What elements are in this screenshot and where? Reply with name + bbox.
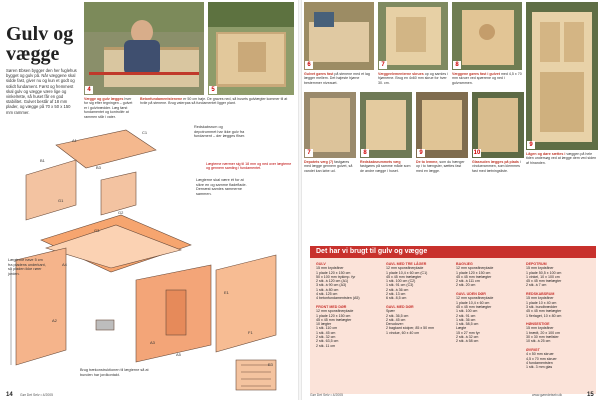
materials-line: 45 x 45 mm trælægter xyxy=(526,309,562,314)
materials-line: 4 stk. 125 cm xyxy=(316,292,338,297)
materials-line: 15 mm krydsfiner xyxy=(526,296,554,301)
photo-7: 7 xyxy=(378,2,448,70)
photo-5 xyxy=(208,2,294,95)
photo-6: 6 xyxy=(304,2,374,70)
materials-line: 10 stk. à 25 cm xyxy=(526,339,551,344)
materials-column-4 xyxy=(526,262,590,369)
materials-column-2 xyxy=(386,262,450,335)
photo-7-caption: Væggeelementerne skrues op og samles i hjørnerne. Brug en 4x60 mm skrue for hver 30. cm. xyxy=(378,72,448,85)
dim-label: C1 xyxy=(142,130,148,135)
materials-line: 4,5 x 70 mm skruer xyxy=(526,356,557,361)
materials-line: 1 plade 120 x 150 cm xyxy=(316,270,351,275)
materials-line: 6 stk. 8,5 cm xyxy=(386,296,407,301)
callout-clearance: Lægterne have 5 cm fra pladens underkant, så pladen ikke rører jorden. xyxy=(8,258,46,276)
materials-line: 45 x 45 mm trælægter xyxy=(526,279,562,284)
foundation-stone xyxy=(96,320,114,330)
photo-8-image xyxy=(452,2,522,70)
materials-line: 12 mm sponsfinerplade xyxy=(316,309,354,314)
materials-line: 2 stk. 11 cm xyxy=(316,343,336,348)
materials-line: 1 plade 120 x 150 cm xyxy=(316,313,351,318)
photo-10-caption: Glasruden lægges på plads i vinduerammen, som klemmes fast med tætningsliste. xyxy=(472,160,521,173)
photo-4-image xyxy=(84,2,204,95)
materials-line: GAVL UDEN DØR xyxy=(456,292,486,297)
materials-line: 1 stk. 110 cm xyxy=(316,326,338,331)
page-number: 14 xyxy=(6,392,13,398)
materials-heading: GAVL MED TRE LÅGER xyxy=(386,262,427,266)
photo-5-caption: Betonfundamentstenene er 50 cm høje. De graves ned, så husets gulvlægter kommer til at hvile på stenene. Brug vaterpas så fundamentet ligger plant. xyxy=(140,97,288,106)
materials-line: 4 x 50 mm skruer xyxy=(526,352,554,357)
dim-label: A3 xyxy=(150,340,155,345)
materials-box xyxy=(310,246,596,394)
materials-line: 1 vindue, 60 x 40 cm xyxy=(386,330,420,335)
materials-line: 2 bagkant stolper, 85 x 50 mm xyxy=(386,326,435,331)
materials-line: 1 flerlaget, 10 x 80 cm xyxy=(526,313,562,318)
materials-line: ØVRIGT xyxy=(526,347,540,352)
callout-red-note: Lægterne nærmer sig til 18 mm og ned over lægterne og gennem samling i fundamentet. xyxy=(206,162,292,171)
materials-line: 1 stk. 45 cm xyxy=(316,330,336,335)
dim-label: A1 xyxy=(72,138,77,143)
materials-line: 1 stk. 91 cm (C3) xyxy=(386,283,414,288)
materials-line: 15 mm krydsfiner xyxy=(316,266,344,271)
footer: Gør Det Selv • 4/2005 xyxy=(20,393,54,397)
photo-8-caption: Væggene gøres fast i gulvet med 4,5 x 70 mm skruer ved spærene og ned i gulvrammen. xyxy=(452,72,522,85)
materials-column-3 xyxy=(456,262,520,344)
materials-line: 2 stk. 32 cm xyxy=(316,335,336,340)
materials-line: 12 mm sponsfinerplade xyxy=(386,266,424,271)
materials-line: 1 stk. 100 cm (C2) xyxy=(386,279,416,284)
materials-line: Derudover: xyxy=(386,322,404,327)
photo-4-caption: Vægge og gulv lægges hver for sig efter tegningen – gulvet er i gulvbrædder. Læg først fundamentet og kontrollér at rammen står i vater. xyxy=(84,97,133,119)
left-page xyxy=(0,0,298,400)
materials-line: 2 stk. 36,5 cm xyxy=(386,313,409,318)
callout-storage-floor: Redskabsrum og depotrummet har ikke gulv fra fundament – der lægges fliser. xyxy=(194,125,246,139)
footer-right: www.gøredetselv.dk xyxy=(532,393,563,397)
materials-line: 45 x 45 mm trælægter xyxy=(316,317,352,322)
materials-line: 1 stk. à 80 cm xyxy=(316,287,339,292)
materials-line: 2 stk. à 7 cm xyxy=(526,283,547,288)
callout-laths: Lægterne skal være ét for at sikre en og samme fladeflade. Dernæst samles rammerne sammen. xyxy=(196,178,247,196)
materials-column-1 xyxy=(316,262,380,348)
materials-line: 3 stk. bundbrædder xyxy=(526,304,558,309)
callout-ground: Brug trækonstruktionen til lægterne så at bunden har jordkontakt. xyxy=(80,368,149,377)
materials-line: 12 mm sponsfinerplade xyxy=(456,266,494,271)
materials-line: 1 plade 50,5 x 100 cm xyxy=(526,270,562,275)
dim-label: E3 xyxy=(268,362,273,367)
materials-line: REDSKABSRUM xyxy=(526,292,555,297)
photo-9b: 9 xyxy=(416,92,468,158)
materials-line: Spær xyxy=(386,309,395,314)
photo-5-image xyxy=(208,2,294,95)
intro-text: Søren Ebsen bygger den her fuglehus bygget og gulv på. Når væggene skal sidde fast, giver nu og kun et godt og solidt fundament. Først og fremmest skal gulv og vægge være lige og vinkelrette, så huset får en god stabilitet. Gulvet består af 18 mm plader, og vægge på 70 x 50 x 150 mm rammer. xyxy=(6,68,77,115)
photo-4 xyxy=(84,2,204,95)
materials-line: 2 stk. à 36 cm xyxy=(386,287,409,292)
materials-line: 15 mm krydsfiner xyxy=(526,266,554,271)
materials-line: HØNSESTIGE xyxy=(526,322,550,327)
materials-line: 45 x 45 mm trælægter xyxy=(386,274,422,279)
materials-line: 10 lægter xyxy=(316,322,332,327)
photo-8: 8 xyxy=(452,2,522,70)
photo-7-image xyxy=(378,2,448,70)
photo-7b-caption: Depotets væg (7) fastgøres med lægge gennem gulvet, så vandet kan løbe ud. xyxy=(304,160,353,173)
materials-line: Lægte xyxy=(456,326,467,331)
title-line-1: Gulv og xyxy=(6,23,74,45)
dim-label: G2 xyxy=(118,210,124,215)
materials-line: 2 stk. à 111 cm xyxy=(456,279,480,284)
photo-7b: 7 xyxy=(304,92,356,158)
materials-line: 50 x 100 mm trykimp. fyr xyxy=(316,274,356,279)
gable-wall-upper xyxy=(26,160,76,220)
dim-label: G1 xyxy=(58,198,64,203)
materials-line: 1 plade 120 x 150 cm xyxy=(456,270,491,275)
materials-line: 2 stk. à 120 cm (A1) xyxy=(316,279,349,284)
door-opening xyxy=(166,290,186,335)
materials-line: 12 mm sponsfinerplade xyxy=(456,296,494,301)
materials-line: 2 stk. 45 cm xyxy=(386,317,406,322)
photo-10: 10 xyxy=(472,92,524,158)
materials-line: 2 stk. 13 cm xyxy=(386,292,406,297)
gable-small xyxy=(101,172,136,215)
materials-heading: BAGVÆG xyxy=(456,262,473,266)
photo-4-number: 4 xyxy=(85,86,93,94)
materials-line: 30 x 30 mm trælister xyxy=(526,335,559,340)
photo-9-image xyxy=(526,2,598,150)
dim-label: B3 xyxy=(96,165,101,170)
photo-8b: 8 xyxy=(360,92,412,158)
materials-line: 3 stk. à 90 cm (A3) xyxy=(316,283,347,288)
title-line-2: vægge xyxy=(6,43,60,65)
materials-line: 15 x 27 mm fyr xyxy=(456,330,480,335)
materials-line: 45 x 45 mm trælægter xyxy=(456,274,492,279)
materials-line: 2 stk. à 58 cm xyxy=(456,339,479,344)
dim-label: B1 xyxy=(40,158,45,163)
materials-line: 2 stk. 91 cm xyxy=(456,313,476,318)
dim-label: A2 xyxy=(52,318,57,323)
materials-line: 45 x 45 mm trælægter xyxy=(456,304,492,309)
materials-line: FRONT MED DØR xyxy=(316,304,347,309)
materials-line: 2 stk. 20 cm xyxy=(456,283,476,288)
dim-label: F1 xyxy=(248,330,253,335)
side-wall xyxy=(216,255,276,352)
materials-line: 1 plade 10,4 x 60 cm xyxy=(456,300,490,305)
materials-line: 2 stk. à 32 cm xyxy=(456,335,479,340)
dim-label: G3 xyxy=(94,228,100,233)
photo-8b-caption: Redskabsrummets væg fastgøres på samme måde som de andre vægge i huset. xyxy=(360,160,411,173)
photo-5-number: 5 xyxy=(209,86,217,94)
materials-title: Det har vi brugt til gulv og vægge xyxy=(310,246,596,258)
materials-line: 1 vinkel, 10 x 100 cm xyxy=(526,274,560,279)
materials-line: 1 stk. 100 cm xyxy=(456,309,478,314)
materials-line: 15 mm krydsfiner xyxy=(526,326,554,331)
materials-line: GAVL MED DØR xyxy=(386,304,414,309)
right-page xyxy=(302,0,600,400)
materials-line: 1 brædt, 20 x 100 cm xyxy=(526,330,560,335)
materials-line: 1 plade 10,4 x 60 cm (C1) xyxy=(386,270,428,275)
materials-line: 1 stk. 36 cm xyxy=(456,317,476,322)
dim-label: A5 xyxy=(176,352,181,357)
materials-heading: DEPOTRUM xyxy=(526,262,547,266)
dim-label: A4 xyxy=(62,262,67,267)
photo-9b-caption: De to lemme, som du hænger op i to hængsler, sættes fast med en lægge. xyxy=(416,160,465,173)
photo-9-caption: Lågen og døre sættes i væggen på hele tiden undersøg ved at lægge dem ved siden af hinanden. xyxy=(526,152,597,165)
page-number: 15 xyxy=(587,392,594,398)
materials-line: 4 betonfundamentsten (A5) xyxy=(316,296,360,301)
materials-line: 1 stk. 58,5 cm xyxy=(456,322,479,327)
page-title xyxy=(6,24,73,64)
materials-line: 2 stk. 63,5 cm xyxy=(316,339,339,344)
materials-line: 1 stk. 3 mm glas xyxy=(526,365,553,370)
materials-line: 4 fundamentsten xyxy=(526,360,553,365)
materials-line: 1 plade 10 x 40 cm xyxy=(526,300,557,305)
footer-left: Gør Det Selv • 4/2005 xyxy=(310,393,344,397)
photo-9: 9 xyxy=(526,2,598,150)
photo-6-caption: Gulvet gøres fast på stenene med et lag lægger mellem. Det højeste hjørne bestemmer niveauet. xyxy=(304,72,370,85)
photo-6-image xyxy=(304,2,374,70)
dim-label: E1 xyxy=(224,290,229,295)
materials-heading: GULV xyxy=(316,262,326,266)
